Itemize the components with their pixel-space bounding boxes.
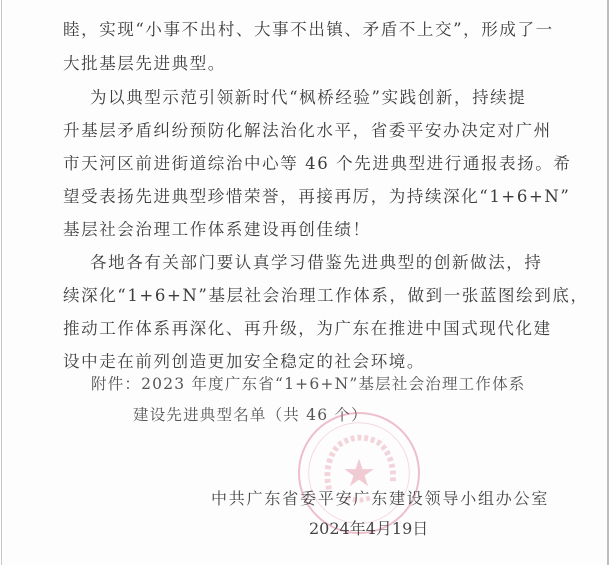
signature-organization: 中共广东省委平安广东建设领导小组办公室 [211, 489, 550, 508]
paragraph2-line3: 市天河区前进街道综治中心等 46 个先进典型进行通报表扬。希 [63, 154, 572, 173]
paragraph2-line2: 升基层矛盾纠纷预防化解法治化水平，省委平安办决定对广州 [63, 121, 552, 140]
paragraph1-line2: 大批基层先进典型。 [63, 54, 226, 73]
paragraph1-line1: 睦，实现“小事不出村、大事不出镇、矛盾不上交”，形成了一 [63, 20, 554, 39]
paragraph2-line5: 基层社会治理工作体系建设再创佳绩！ [63, 220, 371, 239]
seal-ring-icon [300, 414, 418, 532]
paragraph3-line2: 续深化“1+6+N”基层社会治理工作体系，做到一张蓝图绘到底， [63, 286, 589, 305]
document-page [1, 0, 609, 565]
paragraph3-line1: 各地各有关部门要认真学习借鉴先进典型的创新做法，持 [90, 253, 543, 272]
attachment-line2: 建设先进典型名单（共 46 个） [133, 406, 368, 424]
paragraph2-line4: 望受表扬先进典型珍惜荣誉，再接再厉，为持续深化“1+6+N” [63, 187, 571, 206]
seal-star-icon: ★ [341, 451, 377, 495]
paragraph2-line1: 为以典型示范引领新时代“枫桥经验”实践创新，持续提 [90, 88, 527, 107]
attachment-line1: 附件：2023 年度广东省“1+6+N”基层社会治理工作体系 [91, 375, 526, 393]
paragraph3-line3: 推动工作体系再深化、再升级，为广东在推进中国式现代化建 [63, 319, 552, 338]
signature-date: 2024年4月19日 [309, 519, 429, 538]
paragraph3-line4: 设中走在前列创造更加安全稳定的社会环境。 [63, 352, 425, 371]
